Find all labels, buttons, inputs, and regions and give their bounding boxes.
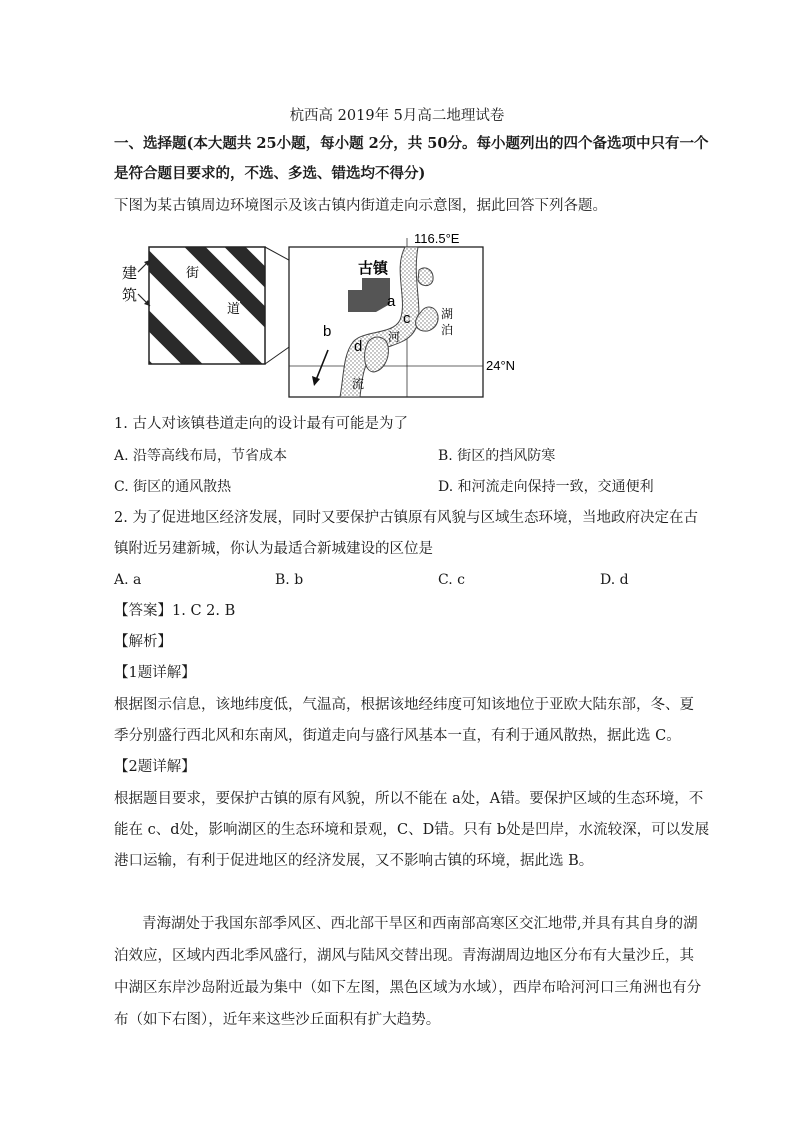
figure-intro: 下图为某古镇周边环境图示及该古镇内街道走向示意图，据此回答下列各题。 [114,198,607,214]
site-c-label: c [403,310,411,327]
detail-2-heading: 【2题详解】 [114,759,196,775]
detail-2-line2: 能在 c、d处，影响湖区的生态环境和景观，C、D错。只有 b处是凹岸，水流较深，可以发展 [114,822,710,838]
latitude-label: 24°N [486,358,516,373]
passage-line4: 布（如下右图），近年来这些沙丘面积有扩大趋势。 [114,1012,441,1028]
longitude-label: 116.5°E [414,231,460,246]
q2-option-d: D. d [600,572,629,588]
detail-2-line3: 港口运输，有利于促进地区的经济发展，又不影响古镇的环境，据此选 B。 [114,853,594,869]
site-a-label: a [387,293,396,310]
passage-line1: 青海湖处于我国东部季风区、西北部干旱区和西南部高寒区交汇地带,并具有其自身的湖 [142,916,698,932]
passage-line2: 泊效应，区域内西北季风盛行，湖风与陆风交替出现。青海湖周边地区分布有大量沙丘，其 [114,948,694,964]
question-1-stem: 1. 古人对该镇巷道走向的设计最有可能是为了 [114,416,408,432]
section-heading-line1: 一、选择题(本大题共 25小题，每小题 2分，共 50分。每小题列出的四个备选项中只有一个 [114,135,709,152]
q1-option-d: D. 和河流走向保持一致，交通便利 [438,479,654,495]
question-2-stem-line1: 2. 为了促进地区经济发展，同时又要保护古镇原有风貌与区域生态环境，当地政府决定在古 [114,510,698,526]
detail-1-line1: 根据图示信息，该地纬度低，气温高，根据该地经纬度可知该地位于亚欧大陆东部，冬、夏 [114,697,694,713]
town-map-figure [108,230,528,400]
q1-option-a: A. 沿等高线布局，节省成本 [114,448,288,464]
site-d-label: d [354,338,363,355]
lake-label-1: 湖 [441,307,454,321]
analysis-heading: 【解析】 [114,634,172,650]
page-title: 杭西高 2019年 5月高二地理试卷 [289,108,505,124]
q1-option-b: B. 街区的挡风防寒 [438,448,556,464]
q2-option-b: B. b [275,572,304,588]
label-zhu: 筑 [122,286,138,304]
question-2-stem-line2: 镇附近另建新城，你认为最适合新城建设的区位是 [114,541,433,557]
label-jian: 建 [122,264,138,282]
detail-2-line1: 根据题目要求，要保护古镇的原有风貌，所以不能在 a处，A错。要保护区域的生态环境，不 [114,791,704,807]
detail-1-heading: 【1题详解】 [114,665,196,681]
label-jie: 街 [186,266,200,281]
regional-map [289,231,515,397]
lake-label-2: 泊 [441,323,454,337]
lake-north [418,268,433,286]
detail-1-line2: 季分别盛行西北风和东南风，街道走向与盛行风基本一直，有利于通风散热，据此选 C。 [114,728,681,744]
passage-line3: 中湖区东岸沙岛附近最为集中（如下左图，黑色区域为水域），西岸布哈河河口三角洲也有分 [114,980,702,996]
label-dao: 道 [227,302,241,317]
site-b-label: b [323,323,332,340]
town-label: 古镇 [358,259,389,277]
river-label-1: 河 [388,330,401,344]
answer-line: 【答案】1. C 2. B [114,603,236,619]
river-label-2: 流 [352,377,365,391]
q1-option-c: C. 街区的通风散热 [114,479,232,495]
section-heading-line2: 是符合题目要求的，不选、多选、错选均不得分) [114,165,426,182]
q2-option-c: C. c [438,572,465,588]
q2-option-a: A. a [114,572,142,588]
